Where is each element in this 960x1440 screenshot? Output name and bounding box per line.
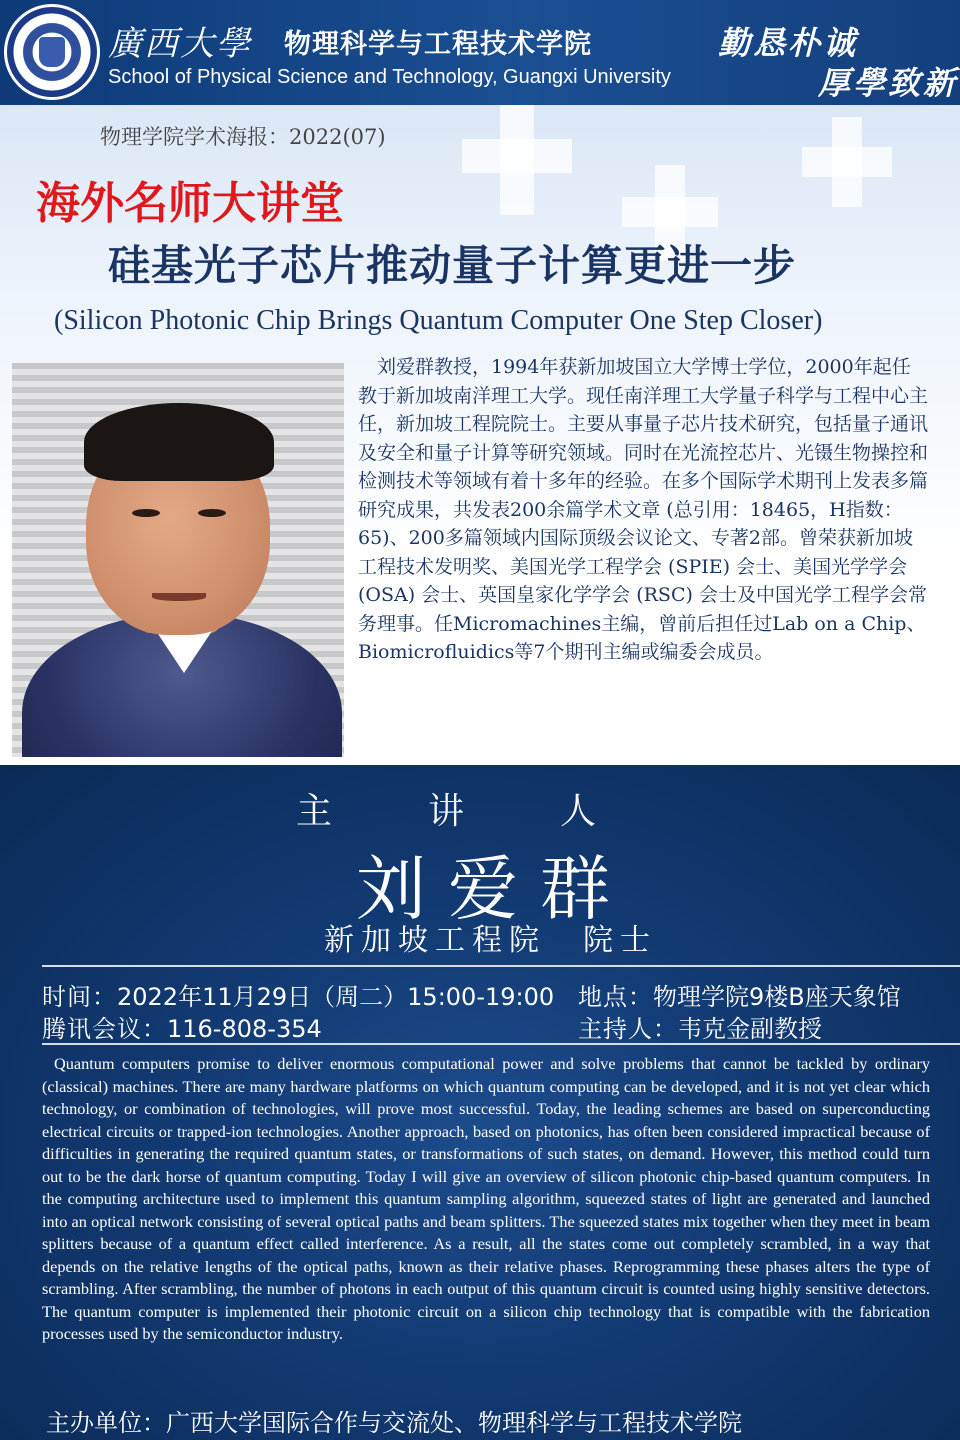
decor-cross (622, 197, 718, 227)
place-label: 地点： (578, 983, 653, 1011)
host-label: 主持人： (578, 1015, 678, 1043)
event-meeting (42, 1009, 322, 1044)
title-panel (0, 105, 960, 765)
school-name-cn: 物理科学与工程技术学院 (284, 29, 592, 60)
talk-title-en: (Silicon Photonic Chip Brings Quantum Computer One Step Closer) (54, 305, 823, 336)
motto-line-1: 勤恳朴诚 (718, 24, 859, 62)
decor-cross (462, 139, 572, 173)
divider (42, 965, 960, 967)
university-name-cn: 廣西大學 (108, 24, 252, 64)
host-value: 韦克金副教授 (678, 1015, 822, 1043)
divider (42, 1043, 960, 1045)
organizer-value: 广西大学国际合作与交流处、物理科学与工程技术学院 (166, 1409, 742, 1437)
event-time (42, 977, 554, 1012)
lecture-series-banner: 海外名师大讲堂 (36, 178, 344, 229)
speaker-affiliation: 新加坡工程院 院士 (324, 923, 657, 958)
organizer (46, 1403, 742, 1438)
talk-abstract: Quantum computers promise to deliver enormous computational power and solve problems that cannot be tackled by ordinary (classical) machines. There are many hardware platforms on which quantum computing can be developed, and it is not yet clear which technology, or combination of technologies, will prove most successful. Today, the leading schemes are based on superconducting electrical circuits or trapped-ion technologies. Another approach, based on photonics, has often been considered impractical because of difficulties in generating the required quantum states, or transformations of such states, on demand. However, this method could turn out to be the dark horse of quantum computing. Today I will give an overview of silicon photonic chip-based quantum computers. In the computing architecture used to implement this quantum sampling algorithm, squeezed states of light are generated and launched into an optical network consisting of several optical paths and beam splitters. The squeezed states mix together when they meet in beam splitters because of a quantum effect called interference. As a result, all the states come out completely scrambled, in a way that depends on the relative lengths of the optical paths, known as their relative phases. Reprogramming these phases alters the type of scrambling. After scrambling, the number of photons in each output of this quantum circuit is counted using highly sensitive detectors. The quantum computer is implemented their photonic circuit on a silicon chip technology that is compatible with the fabrication processes used by the semiconductor industry. (42, 1054, 930, 1343)
speaker-name: 刘爱群 (356, 848, 632, 930)
poster-series: 物理学院学术海报：2022(07) (100, 125, 386, 149)
place-value: 物理学院9楼B座天象馆 (653, 983, 901, 1011)
speaker-bio: 刘爱群教授，1994年获新加坡国立大学博士学位，2000年起任教于新加坡南洋理工大学。现任南洋理工大学量子科学与工程中心主任，新加坡工程院院士。主要从事量子芯片技术研究，包括量子通讯及安全和量子计算等研究领域。同时在光流控芯片、光镊生物操控和检测技术等领域有着十多年的经验。在多个国际学术期刊上发表多篇研究成果，共发表200余篇学术文章 (总引用：18465，H指数：65)、200多篇领域内国际顶级会议论文、专著2部。曾荣获新加坡工程技术发明奖、美国光学工程学会 (SPIE) 会士、美国光学学会 (OSA) 会士、英国皇家化学学会 (RSC) 会士及中国光学工程学会常务理事。任Micromachines主编，曾前后担任过Lab on a Chip、Biomicrofluidics等7个期刊主编或编委会成员。 (358, 356, 929, 663)
speaker-section (0, 765, 960, 1440)
poster-header (0, 0, 960, 105)
photo-hair (84, 403, 274, 481)
speaker-label: 主讲人 (295, 791, 692, 832)
school-name-en: School of Physical Science and Technology, Guangxi University (108, 66, 671, 88)
time-label: 时间： (42, 983, 117, 1011)
speaker-photo (12, 363, 344, 757)
photo-mouth (152, 593, 206, 601)
meeting-id: 116-808-354 (167, 1015, 322, 1043)
organizer-label: 主办单位： (46, 1409, 166, 1437)
event-host (578, 1009, 822, 1044)
meeting-label: 腾讯会议： (42, 1015, 167, 1043)
decor-cross (802, 147, 892, 177)
motto-line-2: 厚學致新 (818, 64, 959, 102)
university-seal-icon (4, 4, 100, 100)
event-place (578, 977, 901, 1012)
photo-eye (132, 509, 160, 517)
seal-emblem (39, 37, 65, 67)
photo-eye (198, 509, 226, 517)
time-value: 2022年11月29日（周二）15:00-19:00 (117, 983, 555, 1011)
talk-title-cn: 硅基光子芯片推动量子计算更进一步 (108, 241, 797, 290)
